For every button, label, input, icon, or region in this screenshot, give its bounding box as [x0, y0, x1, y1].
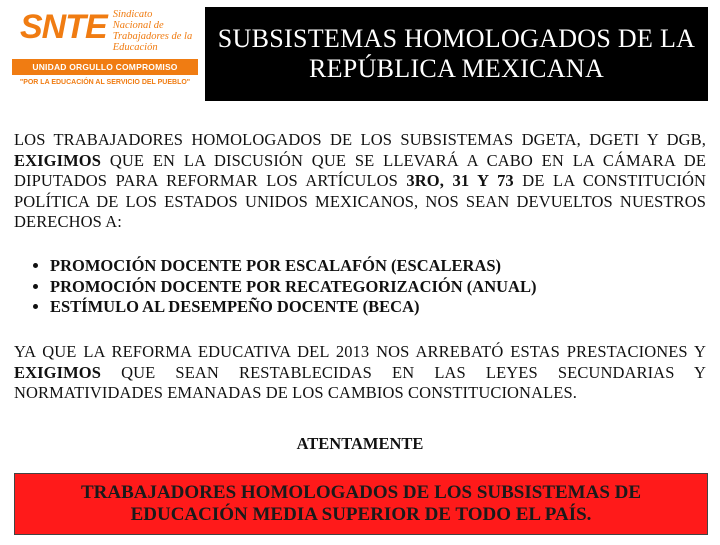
emphasis-text: EXIGIMOS — [14, 150, 101, 170]
logo-name-line: Nacional de — [112, 20, 164, 31]
page-title: SUBSISTEMAS HOMOLOGADOS DE LA REPÚBLICA MEXICANA — [217, 24, 696, 83]
snte-logo — [12, 5, 198, 103]
demand-paragraph — [14, 130, 706, 233]
list-item: • PROMOCIÓN DOCENTE POR RECATEGORIZACIÓN (ANUAL) — [50, 277, 536, 298]
emphasis-text: EXIGIMOS — [14, 362, 101, 382]
reason-paragraph — [14, 342, 706, 404]
paragraph-text: QUE EN LA DISCUSIÓN QUE SE LLEVARÁ A CABO EN LA CÁMARA DE DIPUTADOS PARA REFORMAR LOS ARTÍCULOS — [14, 150, 706, 190]
logo-name-line: Trabajadores de la — [112, 31, 193, 42]
logo-slogan: "POR LA EDUCACIÓN AL SERVICIO DEL PUEBLO" — [19, 79, 191, 86]
demands-list — [14, 256, 536, 318]
paragraph-text: DE LA CONSTITUCIÓN POLÍTICA DE LOS ESTADOS UNIDOS MEXICANOS, NOS SEAN DEVUELTOS NUESTROS DERECHOS A: — [14, 171, 706, 231]
title-banner — [205, 7, 708, 101]
paragraph-text: YA QUE LA REFORMA EDUCATIVA DEL 2013 NOS ARREBATÓ ESTAS PRESTACIONES Y — [14, 342, 706, 361]
closing-text: ATENTAMENTE — [296, 434, 424, 453]
logo-name-line: Educación — [112, 42, 158, 53]
list-item: • PROMOCIÓN DOCENTE POR ESCALAFÓN (ESCALERAS) — [50, 256, 536, 277]
paragraph-text: LOS TRABAJADORES HOMOLOGADOS DE LOS SUBSISTEMAS DGETA, DGETI Y DGB, — [14, 130, 706, 149]
logo-abbrev: SNTE — [20, 8, 107, 46]
emphasis-text: 3RO, 31 Y 73 — [406, 171, 514, 190]
logo-union-name — [113, 9, 198, 53]
logo-name-line: Sindicato — [112, 9, 153, 20]
signature-banner — [14, 473, 708, 535]
logo-motto-band: UNIDAD ORGULLO COMPROMISO — [12, 59, 198, 75]
paragraph-text: QUE SEAN RESTABLECIDAS EN LAS LEYES SECUNDARIAS Y NORMATIVIDADES EMANADAS DE LOS CAMBIOS CONSTITUCIONALES. — [14, 362, 706, 402]
list-item: • ESTÍMULO AL DESEMPEÑO DOCENTE (BECA) — [50, 297, 536, 318]
signature-text: TRABAJADORES HOMOLOGADOS DE LOS SUBSISTEMAS DE EDUCACIÓN MEDIA SUPERIOR DE TODO EL PAÍS. — [80, 482, 642, 525]
